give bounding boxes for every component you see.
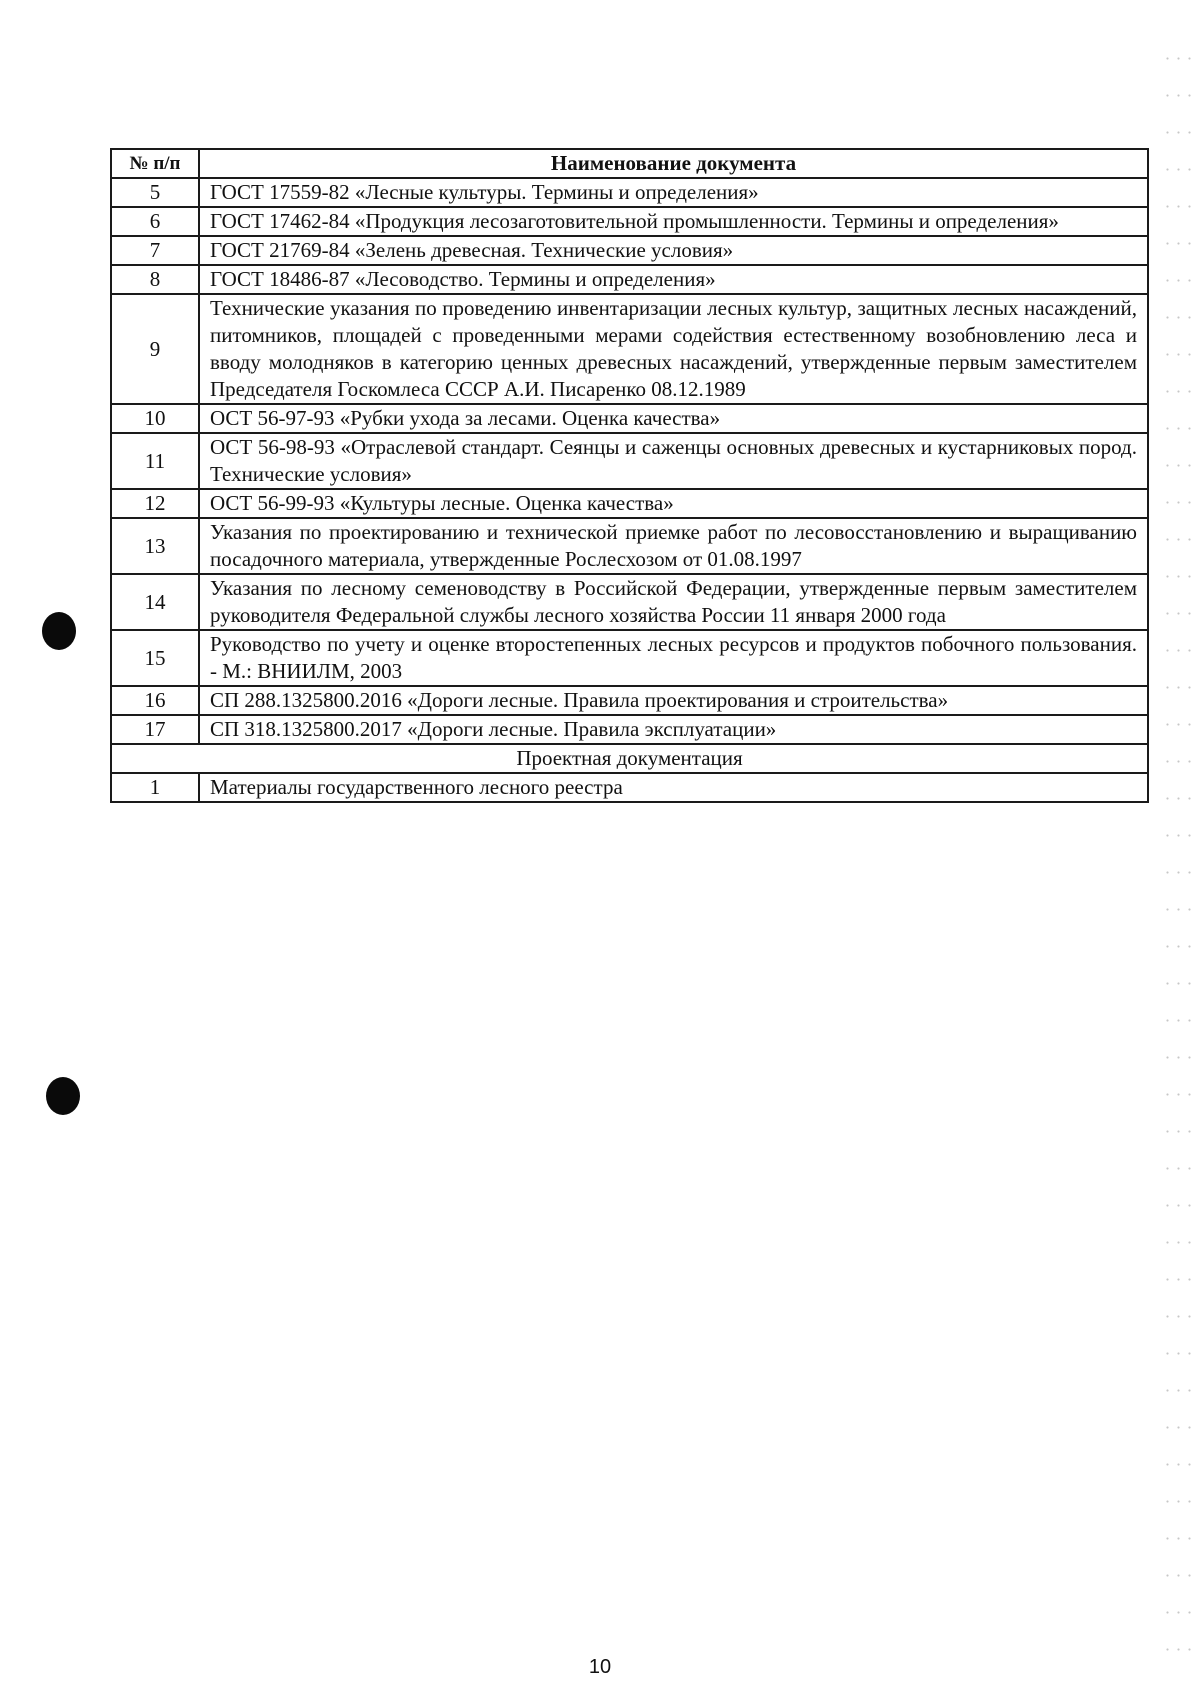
row-document-name: ГОСТ 17559-82 «Лесные культуры. Термины и определения» [199,178,1148,207]
row-document-name: СП 318.1325800.2017 «Дороги лесные. Правила эксплуатации» [199,715,1148,744]
page-number: 10 [588,1656,612,1678]
row-document-name: ОСТ 56-97-93 «Рубки ухода за лесами. Оценка качества» [199,404,1148,433]
table-row [111,773,1148,802]
row-document-name: Указания по лесному семеноводству в Российской Федерации, утвержденные первым заместителем руководителя Федеральной службы лесного хозяйства России 11 января 2000 года [199,574,1148,630]
row-document-name: СП 288.1325800.2016 «Дороги лесные. Правила проектирования и строительства» [199,686,1148,715]
table-row [111,207,1148,236]
documents-table [110,148,1149,803]
table-row [111,265,1148,294]
table-row [111,294,1148,404]
table-row [111,404,1148,433]
row-number: 12 [111,489,199,518]
table-row [111,489,1148,518]
row-number: 17 [111,715,199,744]
table-row [111,236,1148,265]
row-document-name: ОСТ 56-99-93 «Культуры лесные. Оценка качества» [199,489,1148,518]
row-document-name: Указания по проектированию и технической приемке работ по лесовосстановлению и выращиванию посадочного материала, утвержденные Рослесхозом от 01.08.1997 [199,518,1148,574]
row-number: 1 [111,773,199,802]
table-header-row [111,149,1148,178]
row-number: 5 [111,178,199,207]
row-number: 10 [111,404,199,433]
row-document-name: ГОСТ 18486-87 «Лесоводство. Термины и определения» [199,265,1148,294]
row-number: 11 [111,433,199,489]
row-document-name: Руководство по учету и оценке второстепенных лесных ресурсов и продуктов побочного пользования. - М.: ВНИИЛМ, 2003 [199,630,1148,686]
table-row [111,433,1148,489]
row-document-name: ОСТ 56-98-93 «Отраслевой стандарт. Сеянцы и саженцы основных древесных и кустарниковых пород. Технические условия» [199,433,1148,489]
row-document-name: Материалы государственного лесного реестра [199,773,1148,802]
section-row [111,744,1148,773]
row-number: 14 [111,574,199,630]
section-title: Проектная документация [111,744,1148,773]
table-row [111,715,1148,744]
row-document-name: ГОСТ 17462-84 «Продукция лесозаготовительной промышленности. Термины и определения» [199,207,1148,236]
table-row [111,518,1148,574]
row-number: 6 [111,207,199,236]
punch-hole-top [42,612,76,650]
table-row [111,686,1148,715]
row-number: 8 [111,265,199,294]
header-number: № п/п [111,149,199,178]
row-number: 13 [111,518,199,574]
row-document-name: Технические указания по проведению инвентаризации лесных культур, защитных лесных насаждений, питомников, площадей с проведенными мерами содействия естественному возобновлению леса и вводу молодняков в категорию ценных древесных насаждений, утвержденные первым заместителем Председателя Госкомлеса СССР А.И. Писаренко 08.12.1989 [199,294,1148,404]
row-number: 15 [111,630,199,686]
row-document-name: ГОСТ 21769-84 «Зелень древесная. Технические условия» [199,236,1148,265]
punch-hole-bottom [46,1077,80,1115]
table-row [111,574,1148,630]
table-row [111,178,1148,207]
table-row [111,630,1148,686]
row-number: 16 [111,686,199,715]
row-number: 7 [111,236,199,265]
row-number: 9 [111,294,199,404]
header-document-name: Наименование документа [199,149,1148,178]
scan-edge-noise [1162,40,1192,1680]
